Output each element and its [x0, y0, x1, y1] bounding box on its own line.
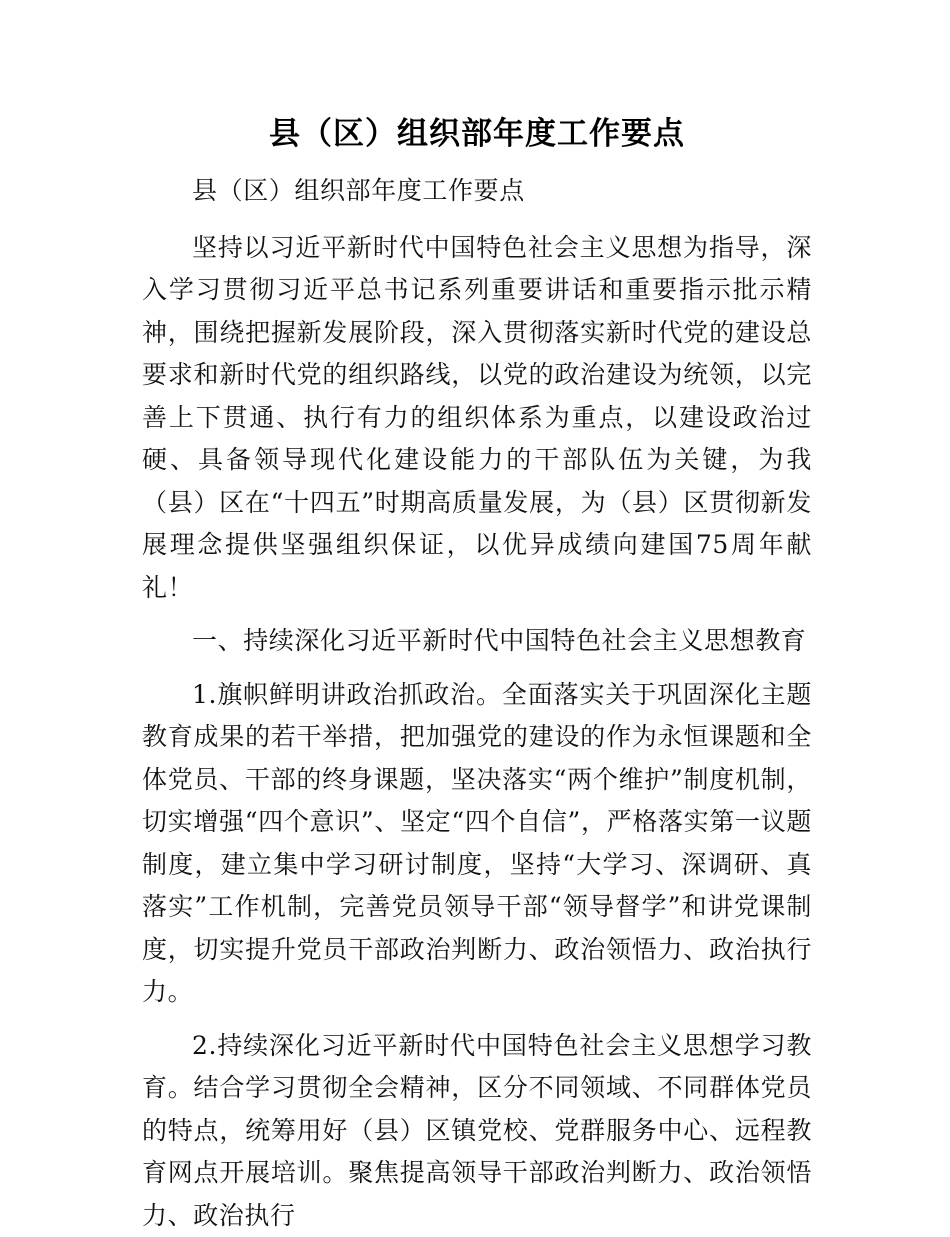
item-1-paragraph: 1.旗帜鲜明讲政治抓政治。全面落实关于巩固深化主题教育成果的若干举措，把加强党的建设的作为永恒课题和全体党员、干部的终身课题，坚决落实“两个维护”制度机制，切实增强“四个意识”、坚定“四个自信”，严格落实第一议题制度，建立集中学习研讨制度，坚持“大学习、深调研、真落实”工作机制，完善党员领导干部“领导督学”和讲党课制度，切实提升党员干部政治判断力、政治领悟力、政治执行力。	[142, 674, 812, 1014]
section-heading: 一、持续深化习近平新时代中国特色社会主义思想教育	[142, 620, 812, 663]
subtitle-paragraph: 县（区）组织部年度工作要点	[142, 170, 812, 213]
intro-paragraph: 坚持以习近平新时代中国特色社会主义思想为指导，深入学习贯彻习近平总书记系列重要讲话和重要指示批示精神，围绕把握新发展阶段，深入贯彻落实新时代党的建设总要求和新时代党的组织路线，以党的政治建设为统领，以完善上下贯通、执行有力的组织体系为重点，以建设政治过硬、具备领导现代化建设能力的干部队伍为关键，为我（县）区在“十四五”时期高质量发展，为（县）区贯彻新发展理念提供坚强组织保证，以优异成绩向建国75周年献礼！	[142, 227, 812, 610]
item-2-paragraph: 2.持续深化习近平新时代中国特色社会主义思想学习教育。结合学习贯彻全会精神，区分不同领域、不同群体党员的特点，统筹用好（县）区镇党校、党群服务中心、远程教育网点开展培训。聚焦提高领导干部政治判断力、政治领悟力、政治执行	[142, 1025, 812, 1237]
document-title: 县（区）组织部年度工作要点	[142, 112, 812, 156]
